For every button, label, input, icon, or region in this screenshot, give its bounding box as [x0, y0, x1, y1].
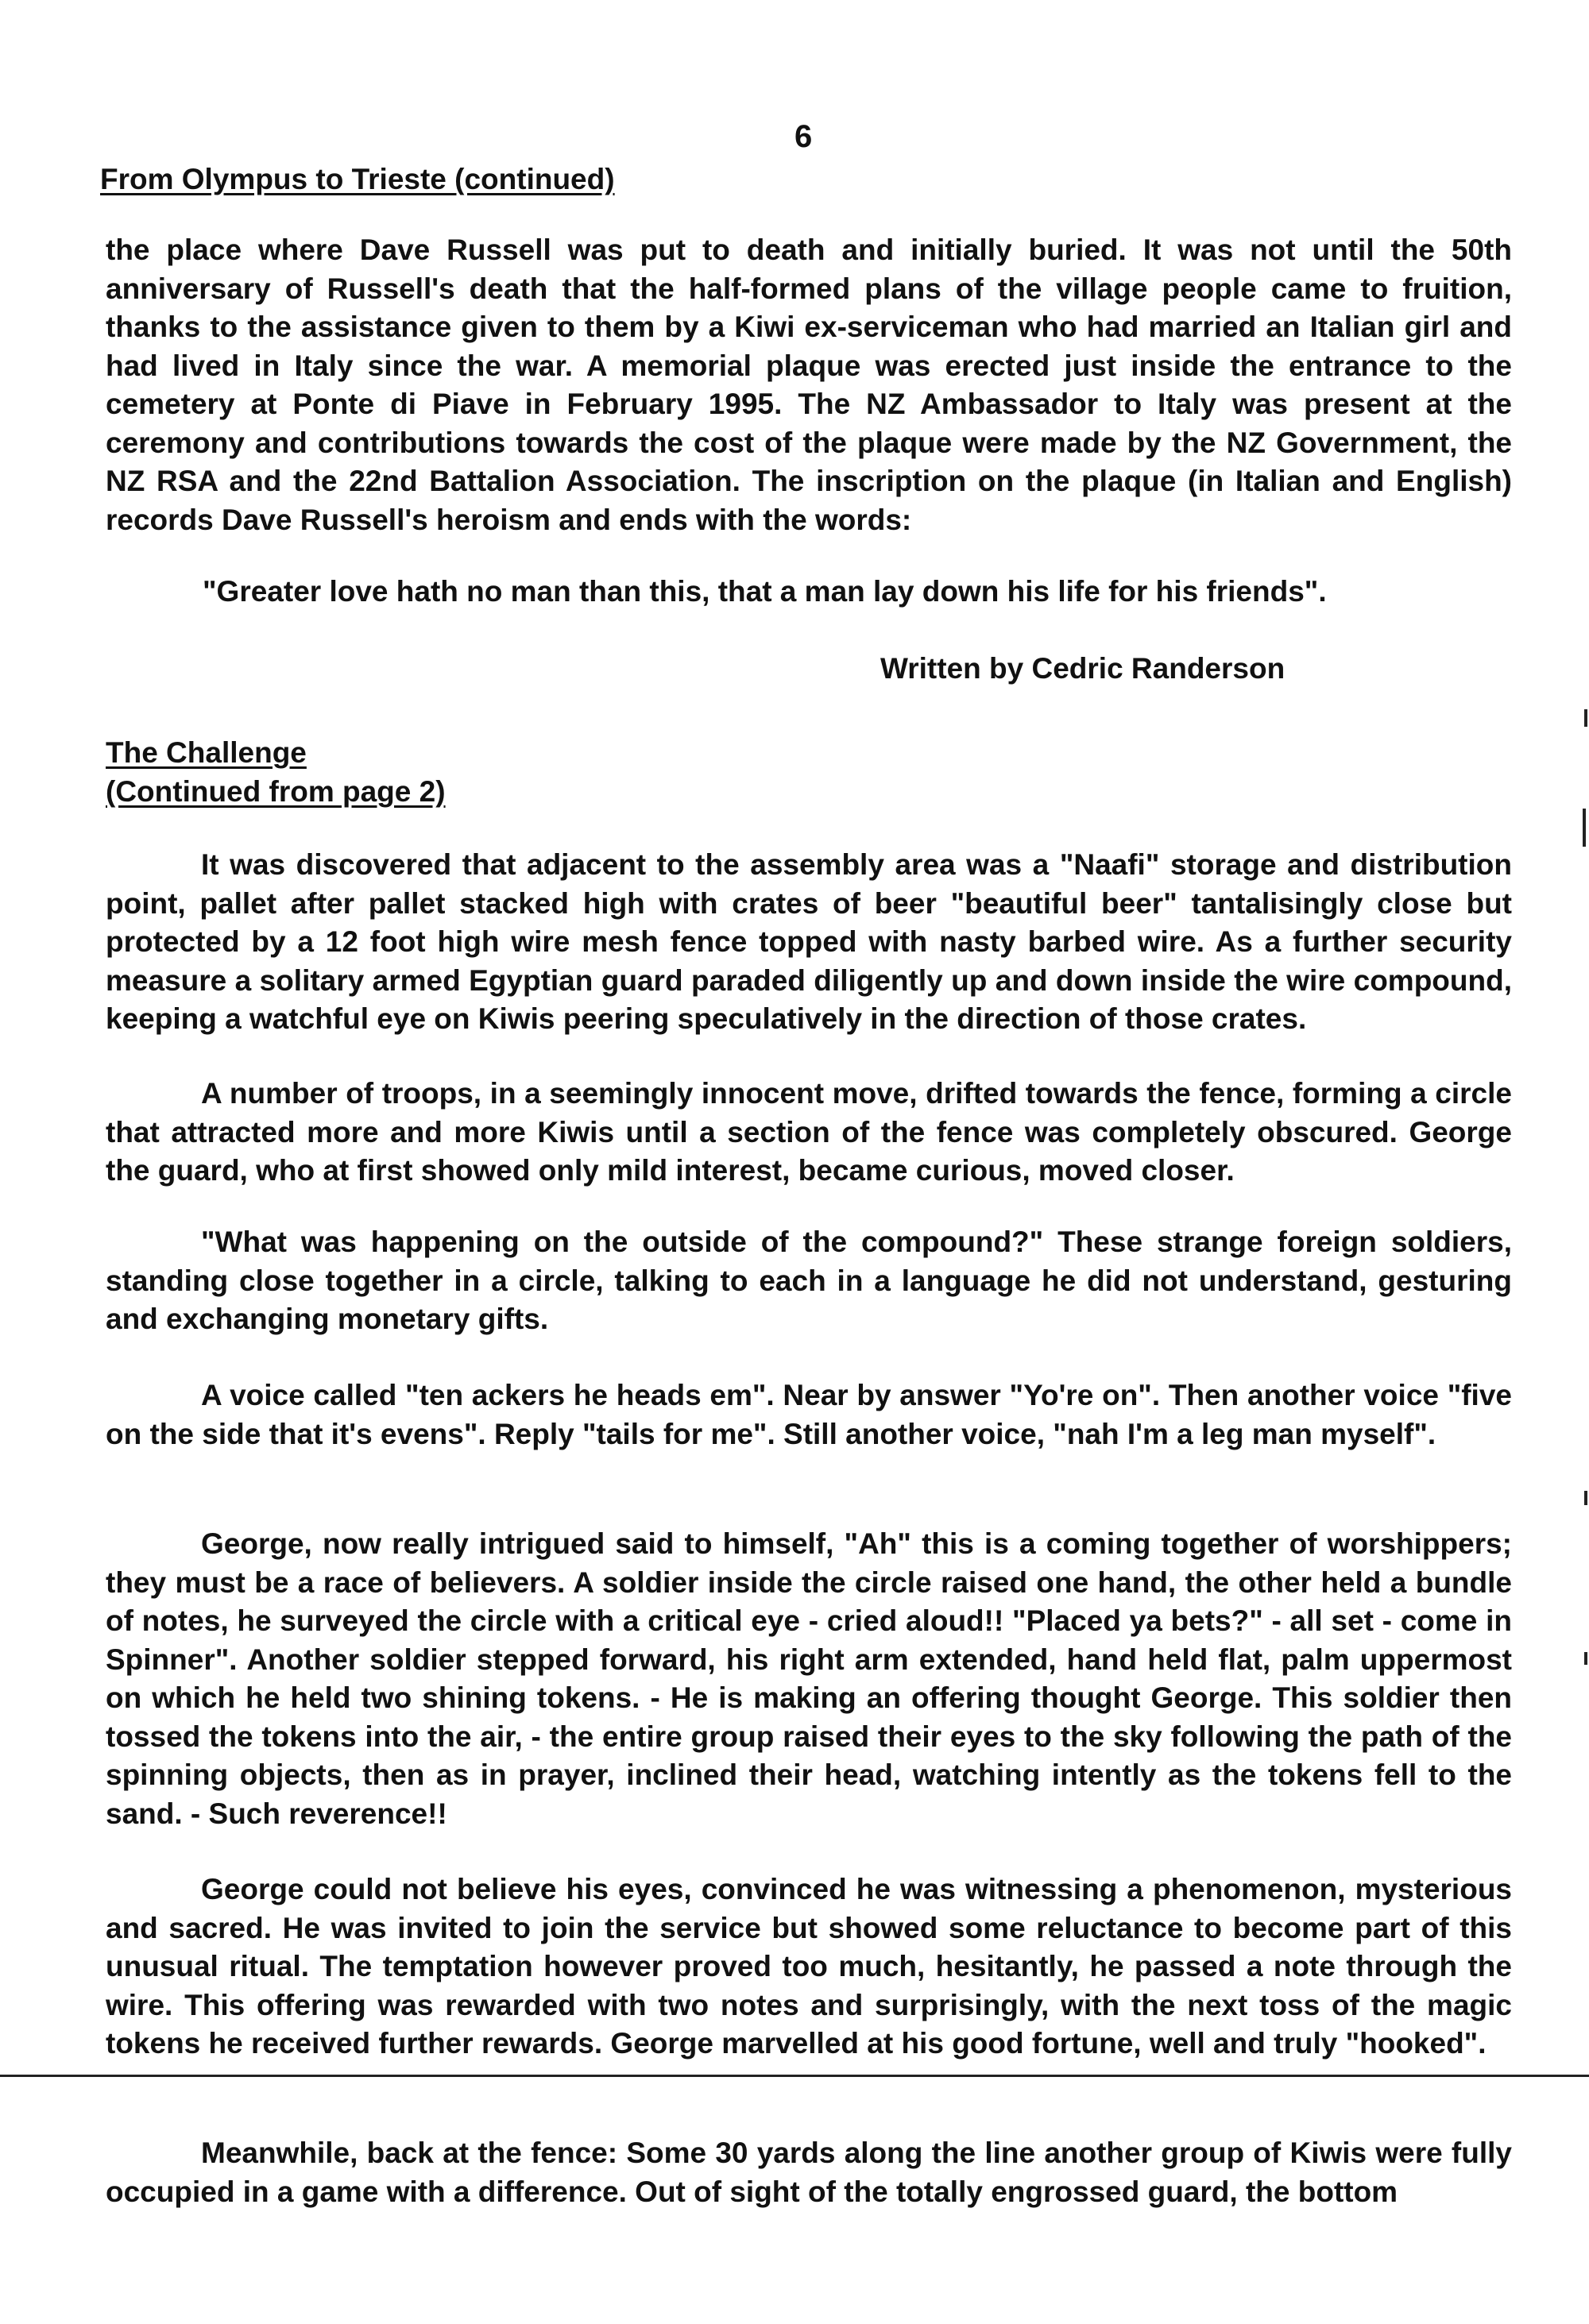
section-heading-olympus: From Olympus to Trieste (continued) [100, 163, 615, 195]
plaque-quote: "Greater love hath no man than this, that a man lay down his life for his friends". [203, 575, 1327, 608]
horizontal-rule [0, 2075, 1589, 2077]
paragraph-olympus: the place where Dave Russell was put to death and initially buried. It was not until the 50th anniversary of Russell's death that the half-formed plans of the village people came to fruition, thanks to the assistance given to them by a Kiwi ex-serviceman who had married an Italian girl and had lived in Italy since the war. A memorial plaque was erected just inside the entrance to the cemetery at Ponte di Piave in February 1995. The NZ Ambassador to Italy was present at the ceremony and contributions towards the cost of the plaque were made by the NZ Government, the NZ RSA and the 22nd Battalion Association. The inscription on the plaque (in Italian and English) records Dave Russell's heroism and ends with the words: [106, 234, 1512, 536]
scan-mark [1584, 1491, 1587, 1505]
section-subheading-continued: (Continued from page 2) [106, 775, 446, 808]
paragraph-challenge-6: George could not believe his eyes, convinced he was witnessing a phenomenon, mysterious and sacred. He was invited to join the service but showed some reluctance to become part of this unusual ritual. The temptation however proved too much, hesitantly, he passed a note through the wire. This offering was rewarded with two notes and surprisingly, with the next toss of the magic tokens he received further rewards. George marvelled at his good fortune, well and truly "hooked". [106, 1873, 1512, 2060]
paragraph-challenge-1: It was discovered that adjacent to the assembly area was a "Naafi" storage and distribution point, pallet after pallet stacked high with crates of beer "beautiful beer" tantalisingly close but protected by a 12 foot high wire mesh fence topped with nasty barbed wire. As a further security measure a solitary armed Egyptian guard paraded diligently up and down inside the wire compound, keeping a watchful eye on Kiwis peering speculatively in the direction of those crates. [106, 848, 1512, 1035]
paragraph-challenge-3: "What was happening on the outside of the compound?" These strange foreign soldiers, standing close together in a circle, talking to each in a language he did not understand, gesturing and exchanging monetary gifts. [106, 1226, 1512, 1335]
paragraph-challenge-5: George, now really intrigued said to himself, "Ah" this is a coming together of worshippers; they must be a race of believers. A soldier inside the circle raised one hand, the other held a bundle of notes, he surveyed the circle with a critical eye - cried aloud!! "Placed ya bets?" - all set - come in Spinner". Another soldier stepped forward, his right arm extended, hand held flat, palm uppermost on which he held two shining tokens. - He is making an offering thought George. This soldier then tossed the tokens into the air, - the entire group raised their eyes to the sky following the path of the spinning objects, then as in prayer, inclined their head, watching intently as the tokens fell to the sand. - Such reverence!! [106, 1527, 1512, 1830]
paragraph-challenge-4: A voice called "ten ackers he heads em". Near by answer "Yo're on". Then another voice "five on the side that it's evens". Reply "tails for me". Still another voice, "nah I'm a leg man myself". [106, 1379, 1512, 1450]
page-number: 6 [794, 119, 813, 154]
scan-mark [1583, 809, 1586, 847]
paragraph-challenge-7: Meanwhile, back at the fence: Some 30 yards along the line another group of Kiwis were fully occupied in a game with a difference. Out of sight of the totally engrossed guard, the bottom [106, 2137, 1512, 2208]
paragraph-challenge-2: A number of troops, in a seemingly innocent move, drifted towards the fence, forming a circle that attracted more and more Kiwis until a section of the fence was completely obscured. George the guard, who at first showed only mild interest, became curious, moved closer. [106, 1077, 1512, 1187]
scan-mark [1584, 709, 1587, 727]
author-byline: Written by Cedric Randerson [880, 652, 1286, 685]
section-heading-challenge: The Challenge [106, 736, 307, 769]
scan-mark [1584, 1652, 1587, 1665]
